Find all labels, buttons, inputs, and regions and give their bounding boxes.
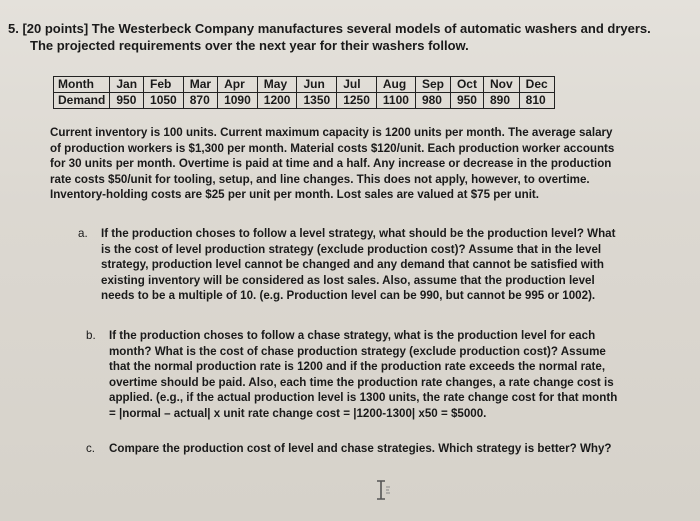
month-cell: Feb bbox=[144, 77, 184, 93]
month-cell: Jul bbox=[337, 77, 377, 93]
month-cell: Apr bbox=[218, 77, 258, 93]
demand-cell: 1250 bbox=[337, 93, 377, 109]
demand-cell: 1050 bbox=[144, 93, 184, 109]
month-cell: Sep bbox=[415, 77, 450, 93]
subquestion-marker: a. bbox=[78, 227, 88, 240]
question-header bbox=[8, 20, 651, 54]
demand-cell: 870 bbox=[183, 93, 217, 109]
subquestion-text: Compare the production cost of level and chase strategies. Which strategy is better? Why? bbox=[109, 442, 612, 455]
demand-cell: 950 bbox=[110, 93, 144, 109]
month-cell: Nov bbox=[483, 77, 519, 93]
row-header-demand: Demand bbox=[54, 93, 110, 109]
subquestion-marker: b. bbox=[86, 329, 96, 342]
demand-cell: 950 bbox=[450, 93, 483, 109]
month-cell: Jan bbox=[110, 77, 144, 93]
demand-cell: 890 bbox=[483, 93, 519, 109]
demand-row bbox=[54, 93, 555, 109]
row-header-month: Month bbox=[54, 77, 110, 93]
month-cell: May bbox=[257, 77, 297, 93]
demand-cell: 980 bbox=[415, 93, 450, 109]
month-cell: Mar bbox=[183, 77, 217, 93]
text-cursor-icon bbox=[374, 479, 392, 506]
demand-table bbox=[53, 76, 555, 109]
month-cell: Aug bbox=[376, 77, 415, 93]
month-cell: Oct bbox=[450, 77, 483, 93]
subquestion-text: If the production choses to follow a level strategy, what should be the production level? What is the cost of level production strategy (exclude production cost)? Assume that in the level strategy, production level cannot be changed and any demand that cannot be satisfied with existing inventory will be considered as lost sales. Also, assume that the production level needs to be a multiple of 10. (e.g. Production level can be 990, but cannot be 995 or 1002). bbox=[101, 227, 616, 303]
question-title: 5. [20 points] The Westerbeck Company manufactures several models of automatic washers and dryers. bbox=[8, 21, 651, 36]
month-cell: Jun bbox=[297, 77, 337, 93]
subquestion-marker: c. bbox=[86, 442, 96, 455]
demand-cell: 1350 bbox=[297, 93, 337, 109]
month-row bbox=[54, 77, 555, 93]
demand-cell: 1200 bbox=[257, 93, 297, 109]
problem-description: Current inventory is 100 units. Current maximum capacity is 1200 units per month. The average salary of production workers is $1,300 per month. Material costs $120/unit. Each production worker accounts for 30 units per month. Overtime is paid at time and a half. Any increase or decrease in the production rate costs $50/unit for tooling, setup, and line changes. This does not apply, however, to overtime. Inventory-holding costs are $25 per unit per month. Lost sales are valued at $75 per unit. bbox=[50, 126, 615, 202]
demand-cell: 810 bbox=[519, 93, 554, 109]
question-subtitle: The projected requirements over the next year for their washers follow. bbox=[30, 38, 469, 53]
subquestion-text: If the production choses to follow a chase strategy, what is the production level for each month? What is the cost of chase production strategy (exclude production cost)? Assume that the normal production rate is 1200 and if the production rate exceeds the normal rate, overtime should be paid. Also, each time the production rate changes, a rate change cost is applied. (e.g., if the actual production level is 1300 units, the rate change cost for that month = |normal – actual| x unit rate change cost = |1200-1300| x50 = $5000. bbox=[109, 329, 618, 420]
month-cell: Dec bbox=[519, 77, 554, 93]
demand-cell: 1100 bbox=[376, 93, 415, 109]
demand-cell: 1090 bbox=[218, 93, 258, 109]
